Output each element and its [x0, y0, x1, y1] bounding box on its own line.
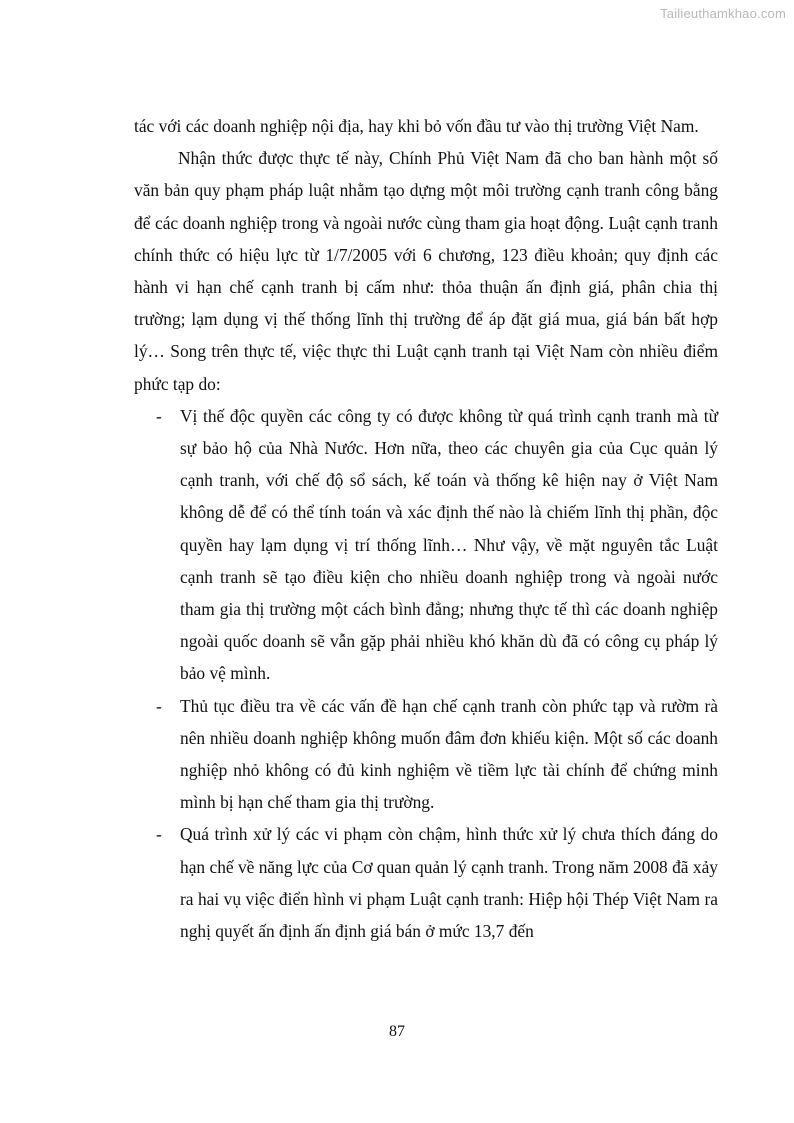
- watermark: Tailieuthamkhao.com: [660, 6, 786, 21]
- bullet-marker: -: [156, 824, 162, 845]
- bullet-marker: -: [156, 405, 162, 426]
- bullet-list: [134, 400, 718, 947]
- paragraph-intro: Nhận thức được thực tế này, Chính Phủ Việt Nam đã cho ban hành một số văn bản quy phạm pháp luật nhằm tạo dựng một môi trường cạnh tranh công bằng để các doanh nghiệp trong và ngoài nước cùng tham gia hoạt động. Luật cạnh tranh chính thức có hiệu lực từ 1/7/2005 với 6 chương, 123 điều khoản; quy định các hành vi hạn chế cạnh tranh bị cấm như: thỏa thuận ấn định giá, phân chia thị trường; lạm dụng vị thế thống lĩnh thị trường để áp đặt giá mua, giá bán bất hợp lý… Song trên thực tế, việc thực thi Luật cạnh tranh tại Việt Nam còn nhiều điểm phức tạp do:: [134, 148, 718, 394]
- list-item-text: Thủ tục điều tra về các vấn đề hạn chế cạnh tranh còn phức tạp và rườm rà nên nhiều doanh nghiệp không muốn đâm đơn khiếu kiện. Một số các doanh nghiệp nhỏ không có đủ kinh nghiệm về tiềm lực tài chính để chứng minh mình bị hạn chế tham gia thị trường.: [180, 695, 718, 813]
- bullet-marker: -: [156, 695, 162, 716]
- list-item: [134, 690, 718, 819]
- paragraph-continuation: tác với các doanh nghiệp nội địa, hay khi bỏ vốn đầu tư vào thị trường Việt Nam.: [134, 116, 699, 136]
- document-body: [134, 110, 718, 947]
- page-number: 87: [389, 1023, 405, 1040]
- list-item-text: Quá trình xử lý các vi phạm còn chậm, hình thức xử lý chưa thích đáng do hạn chế về năng lực của Cơ quan quản lý cạnh tranh. Trong năm 2008 đã xảy ra hai vụ việc điển hình vi phạm Luật cạnh tranh: Hiệp hội Thép Việt Nam ra nghị quyết ấn định ấn định giá bán ở mức 13,7 đến: [180, 824, 718, 942]
- list-item: [134, 400, 718, 690]
- list-item-text: Vị thế độc quyền các công ty có được không từ quá trình cạnh tranh mà từ sự bảo hộ của Nhà Nước. Hơn nữa, theo các chuyên gia của Cục quản lý cạnh tranh, với chế độ sổ sách, kế toán và thống kê hiện nay ở Việt Nam không dễ để có thể tính toán và xác định thế nào là chiếm lĩnh thị phần, độc quyền hay lạm dụng vị trí thống lĩnh… Như vậy, về mặt nguyên tắc Luật cạnh tranh sẽ tạo điều kiện cho nhiều doanh nghiệp trong và ngoài nước tham gia thị trường một cách bình đẳng; nhưng thực tế thì các doanh nghiệp ngoài quốc doanh sẽ vẫn gặp phải nhiều khó khăn dù đã có công cụ pháp lý bảo vệ mình.: [180, 405, 718, 684]
- list-item: [134, 818, 718, 947]
